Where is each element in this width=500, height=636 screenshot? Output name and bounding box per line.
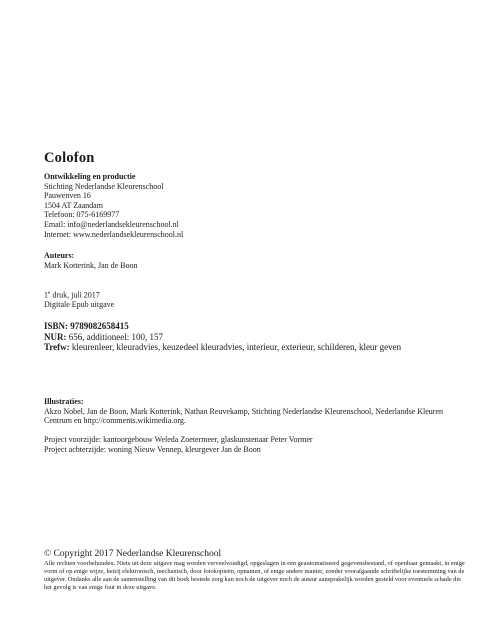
production-section <box>44 172 470 239</box>
production-line-organization: Stichting Nederlandse Kleurenschool <box>44 181 164 191</box>
production-line-street: Pauwenven 16 <box>44 191 91 201</box>
authors-section <box>44 251 470 270</box>
edition-section <box>44 289 470 310</box>
classification-section <box>44 321 470 353</box>
illustrations-credits: Akzo Nobel, Jan de Boon, Mark Kotterink, Nathan Reuvekamp, Stichting Nederlandse Kleurenschool, Nederlandse Kleuren Centrum en http://comments.wikimedia.org. <box>44 406 443 426</box>
authors-heading: Auteurs: <box>44 251 75 260</box>
production-line-website: Internet: www.nederlandsekleurenschool.nl <box>44 229 184 239</box>
nur-label: NUR: <box>44 331 67 342</box>
production-line-city: 1504 AT Zaandam <box>44 200 103 210</box>
nur <box>44 332 470 343</box>
production-heading: Ontwikkeling en productie <box>44 172 136 181</box>
keywords-label: Trefw: <box>44 342 70 353</box>
page-title: Colofon <box>44 150 95 166</box>
edition-date: druk, juli 2017 <box>50 290 100 300</box>
projects-section <box>44 435 470 454</box>
project-front: Project voorzijde: kantoorgebouw Weleda Zoetermeer, glaskunstenaar Peter Vormer <box>44 435 313 444</box>
keywords <box>44 342 470 353</box>
edition-print <box>44 289 470 300</box>
illustrations-section <box>44 397 470 426</box>
production-line-phone: Telefoon: 075-6169977 <box>44 210 120 220</box>
project-back: Project achterzijde: woning Nieuw Vennep, kleurgever Jan de Boon <box>44 444 261 454</box>
nur-value: 656, additioneel: 100, 157 <box>66 331 163 342</box>
authors-names: Mark Kotterink, Jan de Boon <box>44 260 138 270</box>
edition-number: 1 <box>44 290 48 300</box>
production-line-email: Email: info@nederlandsekleurenschool.nl <box>44 219 179 229</box>
isbn: ISBN: 9789082658415 <box>44 321 129 331</box>
copyright-heading: © Copyright 2017 Nederlandse Kleurenschool <box>44 549 222 559</box>
edition-format: Digitale Epub uitgave <box>44 300 115 310</box>
edition-superscript: e <box>48 290 51 296</box>
illustrations-heading: Illustraties: <box>44 397 84 406</box>
copyright-section <box>44 549 470 592</box>
keywords-value: kleurenleer, kleuradvies, keuzedeel kleuradvies, interieur, exterieur, schilderen, kleur geven <box>69 342 402 353</box>
copyright-notice: Alle rechten voorbehouden. Niets uit deze uitgave mag worden verveelvoudigd, opgeslagen in een geautomatiseerd gegevensbestand, of openbaar gemaakt, in enige vorm of op enige wijze, hetzij elektronisch, mechanisch, door fotokopieën, opnamen, of enige andere manier, zonder voorafgaande schriftelijke toestemming van de uitgever. Ondanks alle aan de samenstelling van dit boek bestede zorg kan noch de uitgever noch de auteur aansprakelijk worden gesteld voor eventuele schade die het gevolg is van enige fout in deze uitgave. <box>44 560 465 591</box>
